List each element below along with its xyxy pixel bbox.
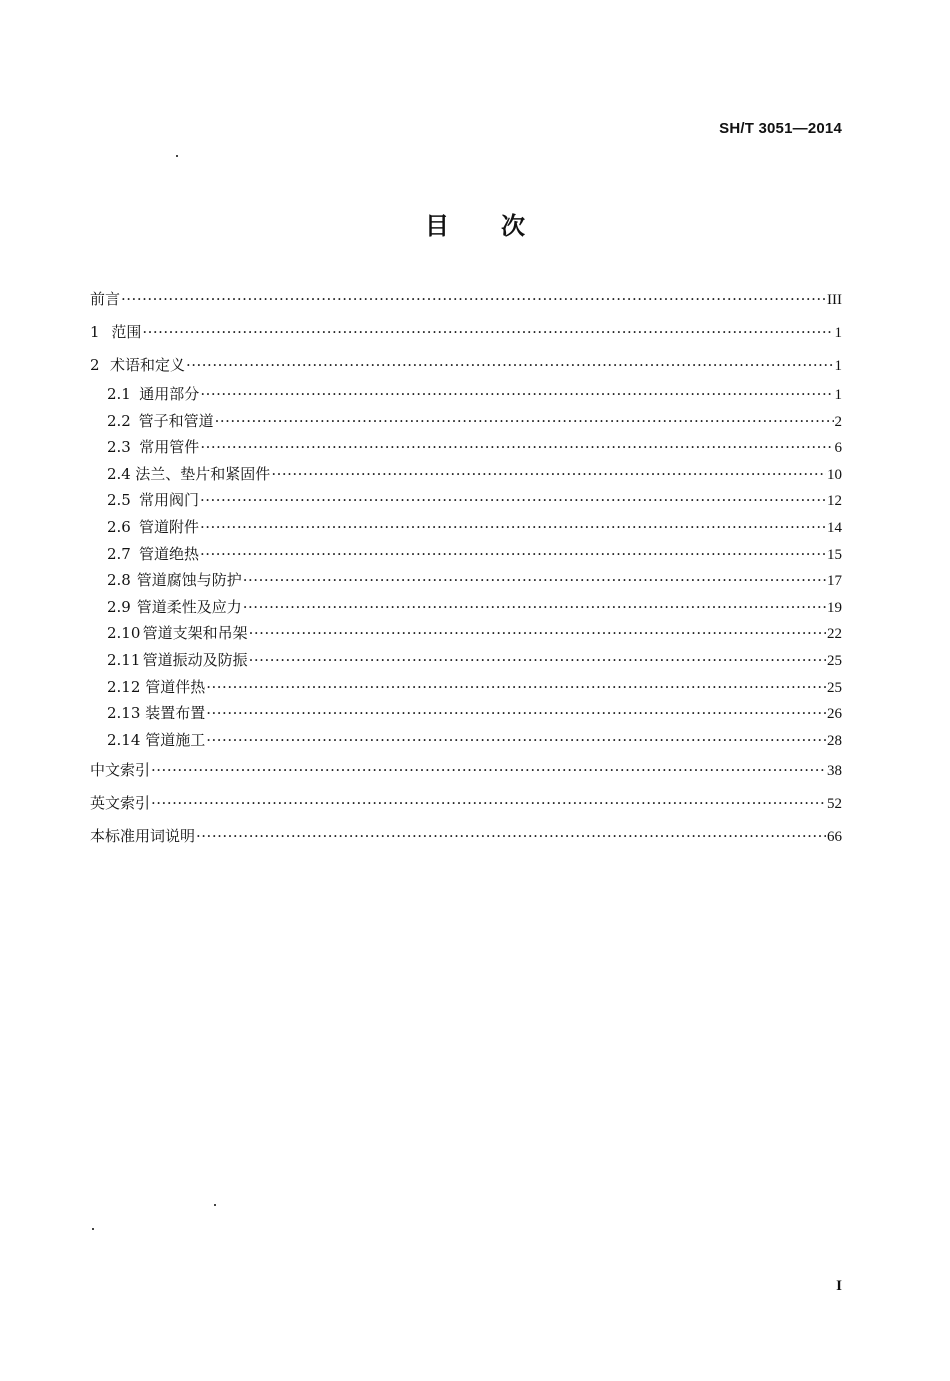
title-char-2: 次	[501, 212, 525, 240]
toc-page: 52	[827, 796, 842, 813]
toc-page: 10	[827, 466, 842, 483]
toc-number: 2.8	[107, 571, 131, 590]
toc-number: 2	[90, 356, 100, 374]
toc-leader	[200, 435, 833, 461]
toc-leader	[243, 595, 826, 621]
toc-page: III	[827, 292, 842, 308]
toc-page: 14	[827, 519, 842, 536]
toc-page: 22	[827, 626, 842, 643]
toc-entry-preface[interactable]	[90, 283, 842, 316]
toc-leader	[186, 349, 834, 381]
toc-number: 2.11	[107, 650, 141, 669]
toc-number: 1	[90, 323, 100, 341]
toc-entry-cn-index[interactable]	[90, 754, 842, 787]
toc-page: 6	[834, 440, 842, 457]
toc-label: 中文索引	[90, 761, 151, 780]
toc-page: 12	[827, 493, 842, 510]
toc-leader	[200, 382, 833, 408]
toc-page: 2	[834, 413, 842, 430]
toc-entry-en-index[interactable]	[90, 787, 842, 820]
toc-page: 28	[827, 732, 842, 749]
toc-number: 2.2	[107, 411, 131, 430]
toc-label: 法兰、垫片和紧固件	[135, 464, 271, 483]
toc-entry-2-13[interactable]	[90, 701, 842, 728]
toc-label: 前言	[90, 290, 121, 308]
toc-entry-2-3[interactable]	[90, 435, 842, 462]
toc-page: 1	[834, 325, 842, 341]
page-number: I	[836, 1278, 842, 1294]
standard-code: SH/T 3051—2014	[719, 120, 842, 137]
toc-page: 15	[827, 546, 842, 563]
toc-number: 2.3	[107, 438, 131, 457]
toc-page: 38	[827, 763, 842, 780]
toc-label: 通用部分	[139, 385, 200, 403]
toc-leader	[196, 820, 826, 852]
toc-label: 管道绝热	[138, 544, 199, 563]
toc-leader	[215, 409, 834, 435]
toc-number: 2.5	[107, 491, 131, 510]
toc-leader	[206, 728, 826, 754]
scan-speck	[176, 155, 178, 157]
toc-leader	[271, 462, 826, 488]
toc-page: 25	[827, 679, 842, 696]
toc-label: 管道振动及防振	[142, 650, 248, 669]
page-title	[0, 206, 950, 241]
toc-entry-2-12[interactable]	[90, 675, 842, 702]
toc-page: 26	[827, 706, 842, 723]
toc-entry-2-7[interactable]	[90, 542, 842, 569]
toc-page: 17	[827, 573, 842, 590]
toc-leader	[249, 648, 826, 674]
toc-leader	[142, 316, 833, 348]
toc-label: 管道柔性及应力	[136, 597, 242, 616]
toc-leader	[206, 701, 826, 727]
toc-number: 2.12	[107, 677, 141, 696]
toc-number: 2.6	[107, 517, 131, 536]
toc-label: 管道支架和吊架	[142, 624, 248, 643]
toc-label: 常用阀门	[138, 491, 199, 510]
scan-speck	[92, 1228, 94, 1230]
toc-label: 本标准用词说明	[90, 827, 196, 846]
title-char-1: 目	[425, 212, 449, 240]
toc-entry-2-1[interactable]	[90, 382, 842, 409]
toc-entry-2-6[interactable]	[90, 515, 842, 542]
toc-entry-1[interactable]	[90, 316, 842, 349]
toc-entry-2-10[interactable]	[90, 621, 842, 648]
toc-leader	[151, 754, 826, 786]
toc-leader	[200, 542, 826, 568]
toc-entry-2-5[interactable]	[90, 488, 842, 515]
toc-label: 英文索引	[90, 794, 151, 813]
toc-label: 管道施工	[145, 730, 206, 749]
toc-label: 装置布置	[145, 704, 206, 723]
toc-entry-2-4[interactable]	[90, 462, 842, 489]
toc-page: 66	[827, 829, 842, 846]
toc-page: 1	[834, 358, 842, 374]
toc-leader	[200, 515, 826, 541]
toc-label: 管道伴热	[145, 677, 206, 696]
toc-number: 2.14	[107, 730, 141, 749]
toc-label: 管子和管道	[138, 411, 214, 430]
toc-page: 19	[827, 599, 842, 616]
toc-page: 25	[827, 652, 842, 669]
toc-entry-2[interactable]	[90, 349, 842, 382]
toc-label: 术语和定义	[109, 356, 185, 374]
toc-number: 2.1	[107, 385, 131, 403]
toc-entry-2-14[interactable]	[90, 728, 842, 755]
toc-entry-2-2[interactable]	[90, 409, 842, 436]
toc-entry-wording[interactable]	[90, 820, 842, 853]
toc-label: 管道腐蚀与防护	[136, 571, 242, 590]
toc-entry-2-11[interactable]	[90, 648, 842, 675]
toc-entry-2-9[interactable]	[90, 595, 842, 622]
toc-number: 2.10	[107, 624, 141, 643]
toc-label: 管道附件	[138, 517, 199, 536]
toc-label: 常用管件	[139, 438, 200, 457]
toc-label: 范围	[111, 323, 142, 341]
toc-leader	[206, 675, 826, 701]
table-of-contents	[90, 283, 842, 853]
toc-page: 1	[834, 387, 842, 403]
toc-number: 2.9	[107, 597, 131, 616]
toc-leader	[243, 568, 826, 594]
scan-speck	[214, 1204, 216, 1206]
toc-entry-2-8[interactable]	[90, 568, 842, 595]
toc-number: 2.7	[107, 544, 131, 563]
toc-leader	[121, 283, 826, 315]
toc-leader	[151, 787, 826, 819]
toc-leader	[249, 621, 826, 647]
toc-number: 2.4	[107, 464, 131, 483]
toc-number: 2.13	[107, 704, 141, 723]
toc-leader	[200, 488, 826, 514]
